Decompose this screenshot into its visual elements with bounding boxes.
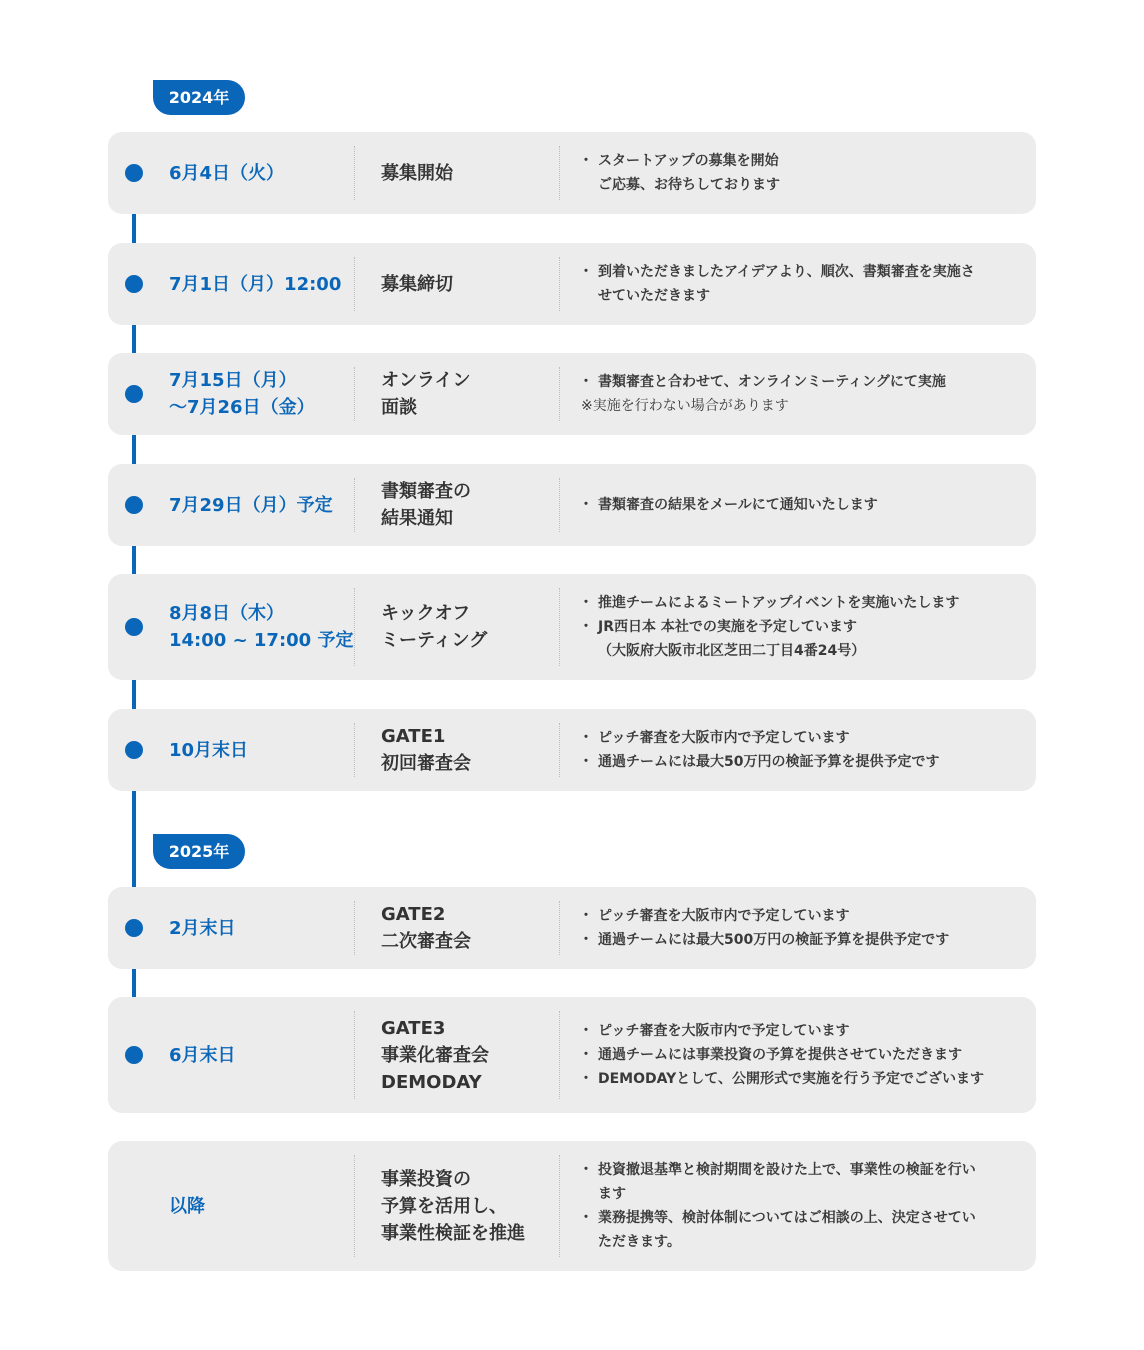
row-title-line: 面談 [381,397,417,418]
row-description [581,574,1021,680]
year-badge: 2024年 [153,80,245,115]
row-title-line: GATE1 [381,726,446,747]
column-divider [559,1155,560,1257]
row-title-line: キックオフ [381,603,471,624]
row-description [581,132,1021,214]
description-bullet: ・ 推進チームによるミートアップイベントを実施いたします [581,591,1021,615]
row-date-line: 〜7月26日（金） [169,397,315,418]
timeline-dot [125,741,143,759]
row-description [581,464,1021,546]
row-description [581,709,1021,791]
row-date-line: 以降 [169,1195,205,1217]
column-divider [559,901,560,955]
column-divider [354,1011,355,1099]
row-title [381,887,561,969]
timeline-dot [125,164,143,182]
column-divider [559,723,560,777]
timeline-dot [125,618,143,636]
column-divider [559,588,560,666]
row-title-line: 事業性検証を推進 [381,1222,525,1244]
row-title [381,353,561,435]
row-date-line: 6月末日 [169,1044,236,1066]
row-date-line: 7月29日（月）予定 [169,494,333,516]
description-bullet: ・ 通過チームには最大500万円の検証予算を提供予定です [581,928,1021,952]
row-title-line: 初回審査会 [381,753,471,774]
row-description [581,997,1021,1113]
row-title-line: 事業化審査会 [381,1044,489,1066]
row-description [581,1141,1021,1271]
schedule-row [108,464,1036,546]
description-bullet: ・ JR西日本 本社での実施を予定しています （大阪府大阪市北区芝田二丁目4番24号） [581,615,1021,663]
row-date [169,574,354,680]
row-title [381,997,561,1113]
year-badge: 2025年 [153,834,245,869]
row-description [581,353,1021,435]
row-date-line: 14:00 ~ 17:00 予定 [169,630,354,651]
row-date-line: 7月15日（月） [169,370,297,391]
column-divider [559,1011,560,1099]
row-title-line: ミーティング [381,630,488,651]
column-divider [354,1155,355,1257]
description-bullet: ・ 投資撤退基準と検討期間を設けた上で、事業性の検証を行い ます [581,1158,1021,1206]
row-title-line: DEMODAY [381,1071,482,1093]
description-bullet: ・ DEMODAYとして、公開形式で実施を行う予定でございます [581,1067,1021,1091]
row-title [381,132,561,214]
row-date [169,243,354,325]
row-title-line: 募集締切 [381,273,453,295]
row-title-line: オンライン [381,370,471,391]
row-date [169,1141,354,1271]
row-date-line: 6月4日（火） [169,162,285,184]
row-title [381,464,561,546]
schedule-row [108,353,1036,435]
description-bullet: ・ 通過チームには最大50万円の検証予算を提供予定です [581,750,1021,774]
description-bullet: ・ ピッチ審査を大阪市内で予定しています [581,904,1021,928]
description-bullet: ・ 書類審査の結果をメールにて通知いたします [581,493,1021,517]
row-title-line: 募集開始 [381,162,453,184]
column-divider [559,257,560,311]
row-title-line: 結果通知 [381,508,453,529]
column-divider [354,723,355,777]
timeline-dot [125,1046,143,1064]
timeline-dot [125,496,143,514]
timeline-dot [125,275,143,293]
row-title-line: 書類審査の [381,481,471,502]
row-title [381,243,561,325]
column-divider [354,257,355,311]
row-date [169,353,354,435]
row-title-line: 二次審査会 [381,931,471,952]
description-bullet: ・ 通過チームには事業投資の予算を提供させていただきます [581,1043,1021,1067]
column-divider [354,478,355,532]
schedule-row [108,243,1036,325]
column-divider [559,367,560,421]
row-title-line: 予算を活用し、 [381,1195,507,1217]
row-date-line: 7月1日（月）12:00 [169,273,342,295]
description-bullet: ・ ピッチ審査を大阪市内で予定しています [581,726,1021,750]
row-date-line: 10月末日 [169,739,249,761]
row-date [169,709,354,791]
row-date-line: 8月8日（木） [169,603,285,624]
column-divider [354,367,355,421]
description-bullet: ・ 到着いただきましたアイデアより、順次、書類審査を実施さ せていただきます [581,260,1021,308]
schedule-row [108,887,1036,969]
column-divider [354,901,355,955]
schedule-row [108,1141,1036,1271]
row-date-line: 2月末日 [169,917,236,939]
description-note: ※実施を行わない場合があります [581,398,789,414]
column-divider [354,588,355,666]
description-bullet: ・ ピッチ審査を大阪市内で予定しています [581,1019,1021,1043]
description-bullet: ・ 業務提携等、検討体制についてはご相談の上、決定させてい ただきます。 [581,1206,1021,1254]
row-title-line: 事業投資の [381,1168,471,1190]
row-date [169,132,354,214]
column-divider [559,146,560,200]
description-bullet: ・ スタートアップの募集を開始 ご応募、お待ちしております [581,149,1021,197]
timeline-dot [125,919,143,937]
schedule-row [108,709,1036,791]
schedule-row [108,997,1036,1113]
row-date [169,997,354,1113]
schedule-row [108,132,1036,214]
row-title [381,1141,561,1271]
row-description [581,887,1021,969]
timeline-dot [125,385,143,403]
column-divider [354,146,355,200]
row-description [581,243,1021,325]
row-date [169,464,354,546]
column-divider [559,478,560,532]
row-title [381,709,561,791]
schedule-row [108,574,1036,680]
description-bullet: ・ 書類審査と合わせて、オンラインミーティングにて実施 [581,370,1021,394]
row-date [169,887,354,969]
row-title [381,574,561,680]
row-title-line: GATE3 [381,1017,446,1039]
row-title-line: GATE2 [381,904,446,925]
